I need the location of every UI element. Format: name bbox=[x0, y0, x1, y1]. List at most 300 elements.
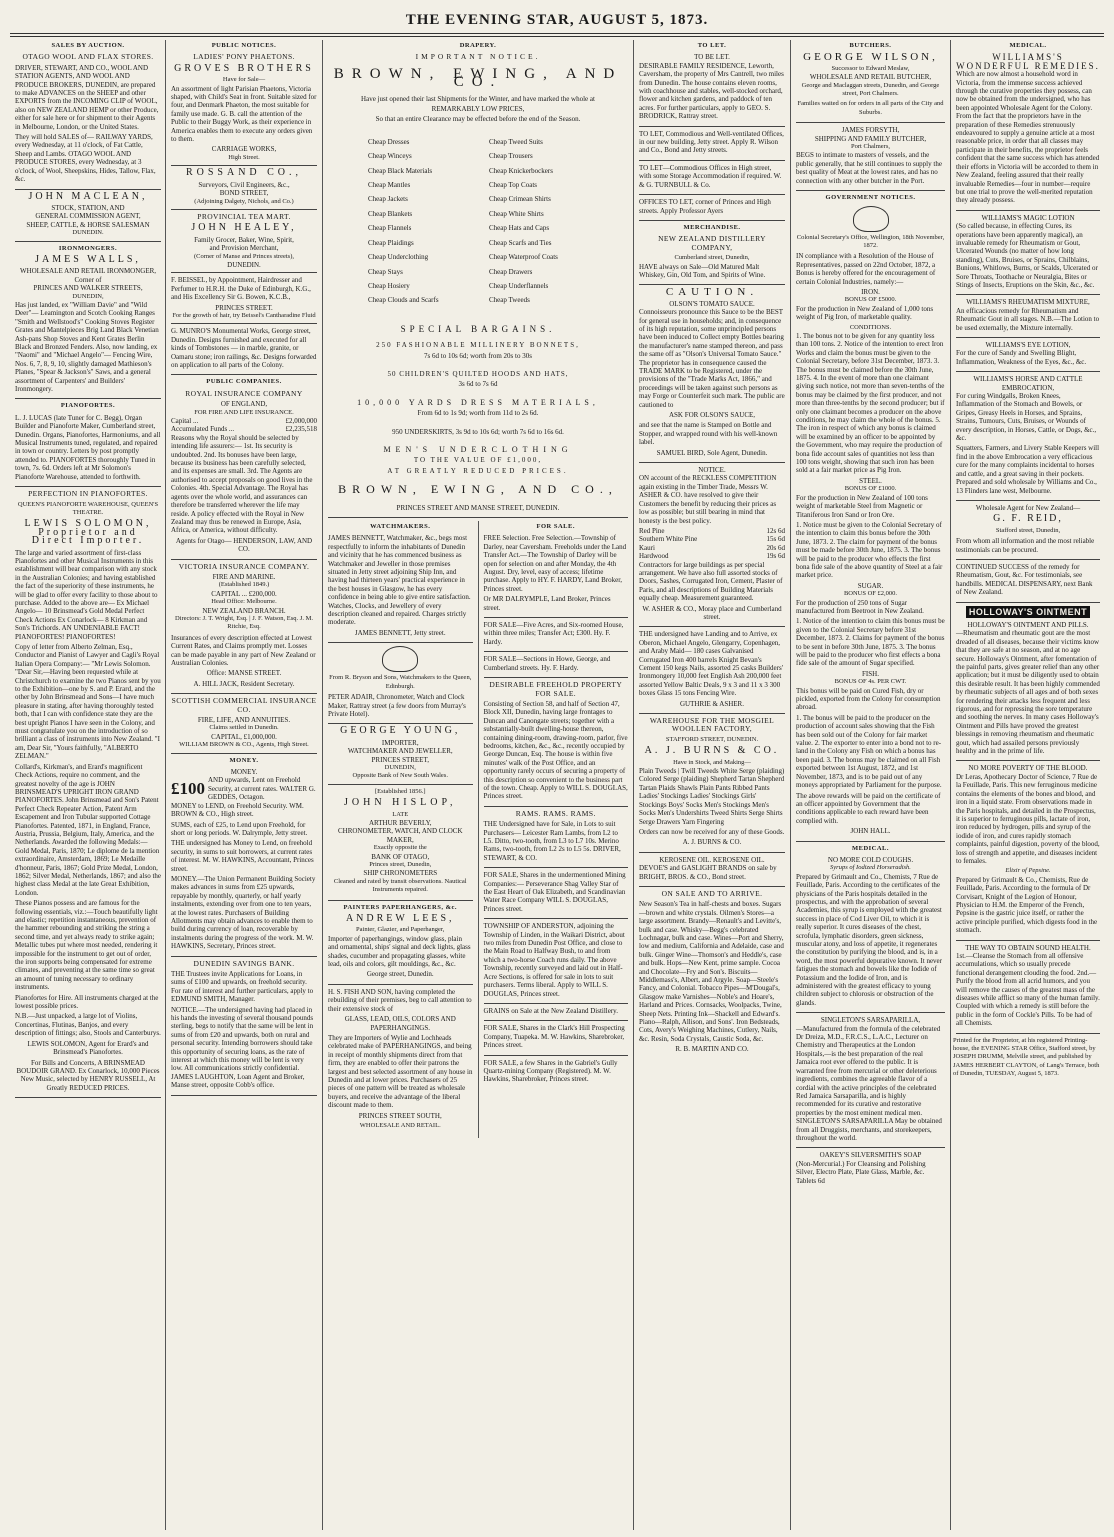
ad-name: GROVES BROTHERS bbox=[174, 62, 314, 74]
ad-body: TO LET, Commodious and Well-ventilated Offices, in our new building, Jetty street. Apply R. Wilson and Co., Bond and Jetty streets. bbox=[639, 129, 784, 155]
ad-sections bbox=[484, 655, 629, 678]
ad-title: KEROSENE OIL. KEROSENE OIL. bbox=[659, 855, 765, 864]
section-head-public-notices: PUBLIC NOTICES. bbox=[211, 42, 277, 49]
timber-row bbox=[639, 544, 785, 552]
ad-body: MONEY.—The Union Permanent Building Society makes advances in sums from £25 upwards, repayable by monthly, quarterly, or half yearly instalments, extending over from one to ten years, at the lowest rates. Purchasers of Building Allotments may obtain advances to enable them to build during currency of loan, recoverable by instalments during the progress of the work. M. W. HAWKINS, Secretary, Princes street. bbox=[171, 874, 316, 951]
ad-savings-bank bbox=[171, 960, 317, 1096]
ad-line: TO THE VALUE OF £1,000, bbox=[413, 456, 543, 465]
ad-body: AND upwards, Lent on Freehold Security, at current rates. WALTER G. GEDDES, Octagon. bbox=[208, 776, 316, 802]
cheap-item: Cheap Waterproof Coats bbox=[489, 253, 558, 262]
ad-body: For the production of 250 tons of Sugar manufactured from Beetroot in New Zealand. bbox=[796, 598, 924, 615]
ad-line: SHEEP, CATTLE, & HORSE SALESMAN bbox=[26, 220, 150, 229]
ad-body: BEGS to intimate to masters of vessels, and the public generally, that he still continues to supply the best quality of Meat at the lowest rates, and has no connection with any other butcher in the Port. bbox=[796, 151, 942, 185]
ad-line: 250 FASHIONABLE MILLINERY BONNETS, bbox=[376, 341, 580, 350]
ad-young bbox=[328, 727, 473, 784]
ad-free-selection bbox=[484, 534, 629, 618]
ad-title: NOTICE. bbox=[698, 466, 726, 475]
ad-line: (Established 1849.) bbox=[218, 581, 270, 589]
ad-desirable-freehold bbox=[484, 681, 629, 807]
ad-body: Consisting of Section 58, and half of Section 47, Block XII, Dunedin, having large frontages to Duncan and Canongate streets; together with a substantially-built dwelling-house thereon, containing dining-room, drawing-room, parlor, five bedrooms, kitchen, &c., &c., recently occupied by George Duncan, Esq. The house is within five minutes' walk of the Post Office, and an opportunity rarely occurs of securing a property of this description so convenient to the business part of the town. Cheap. Apply to WILL S. DOUGLAS, Princes street. bbox=[483, 699, 628, 801]
column-divider bbox=[165, 40, 166, 1530]
timber-name: Red Pine bbox=[639, 526, 665, 535]
cheap-item: Cheap Jackets bbox=[368, 195, 408, 204]
ad-line: WHOLESALE AND RETAIL. bbox=[359, 1121, 441, 1129]
ad-body: Contractors for large buildings as per special arrangement. We have also full assorted stocks of Doors, Sashes, Corrugated Iron, Cement, Plaster of Paris, and all descriptions of Building Materials equally cheap. Measurement guaranteed. bbox=[639, 560, 783, 603]
ad-title: FISH. bbox=[862, 669, 879, 678]
ad-line: OF ENGLAND, bbox=[220, 400, 268, 409]
ad-body: Prepared by Grimault & Co., Chemists, Rue de Feuillade, Paris. According to the formula of Dr Corvisart, Knight of the Legion of Honour, Physician to H.M. the Emperor of the French, Pepsine is the gastric juice itself, or rather the active principle purified, which digests food in the stomach. bbox=[956, 875, 1098, 935]
ad-body: 1. Notice must be given to the Colonial Secretary of the intention to claim this bonus before the 30th June, 1873. 2. The claim for payment of the bonus must be made before 30th June, 1875. 3. The bonus will be paid to the producer who effects the first bona fide sale of the above quantity of Steel at a fair market price. bbox=[796, 520, 943, 580]
ad-title: WILLIAMS'S EYE LOTION, bbox=[985, 341, 1071, 349]
special-bargains: SPECIAL BARGAINS. bbox=[400, 323, 556, 334]
ad-victoria-insurance bbox=[171, 563, 317, 695]
ad-holloway bbox=[956, 606, 1100, 762]
ad-munro bbox=[171, 327, 317, 375]
ad-line: Stafford street, Dunedin, bbox=[995, 526, 1061, 534]
ad-line: Syrups of Iodized Horseradish. bbox=[830, 864, 911, 872]
ad-line: Opposite Bank of New South Wales. bbox=[352, 772, 448, 780]
ad-body: FOR SALE—Five Acres, and Six-roomed House, within three miles; Transfer Act; £300. Hy. F. Hardy. bbox=[483, 621, 624, 646]
ad-body: From whom all information and the most reliable testimonials can be procured. bbox=[956, 537, 1095, 554]
ad-line: BANK OF OTAGO, bbox=[371, 852, 430, 861]
ad-title: SCOTTISH COMMERCIAL INSURANCE CO. bbox=[171, 696, 317, 714]
ad-body: For the cure of Sandy and Swelling Blight, Inflammation, Weakness of the Eyes, &c., &c. bbox=[956, 349, 1087, 366]
ad-signature: Agents for Otago— HENDERSON, LAW, AND CO. bbox=[175, 536, 313, 554]
ad-title: SUGAR. bbox=[857, 581, 884, 590]
ad-line: BONUS OF £5000. bbox=[844, 296, 897, 304]
ad-title: NO MORE COLD COUGHS. bbox=[827, 855, 914, 864]
ad-body: THE undersigned have Landing and to Arrive, ex Oberon, Michael Angelo, Glengarry, Copenhagen, and Araby Maid— 180 cases Galvanised Corrugated Iron 400 barrels Knight Bevan's Cement 150 kegs Nails, assorted 25 casks Builders' Ironmongery 10,000 feet English Ash 200,000 feet assorted Yellow Baltic Deals, 9 x 3 and 11 x 3 300 boxes Glass 15 tons Fencing Wire. bbox=[639, 630, 783, 698]
ad-line: QUEEN'S PIANOFORTE WAREHOUSE, QUEEN'S THEATRE. bbox=[17, 500, 159, 516]
ad-olsons-sauce bbox=[639, 288, 785, 463]
column-divider bbox=[950, 40, 951, 1530]
ad-otago-wool bbox=[15, 53, 161, 189]
ad-james-walls bbox=[15, 253, 161, 400]
ad-line: Head Office: Melbourne. bbox=[211, 598, 277, 606]
ad-body: FOR SALE, Shares in the undermentioned Mining Companies:— Perseverance Shag Valley Star of the East Heart of Oak Elizabeth, and Scandinavian Water Race Company WILL S. DOUGLAS, Princes street. bbox=[483, 871, 626, 913]
ad-healey bbox=[171, 213, 317, 273]
ad-eye-lotion bbox=[956, 341, 1100, 372]
cheap-item: Cheap Underclothing bbox=[368, 253, 429, 262]
column-divider bbox=[322, 40, 323, 1530]
ad-scottish-insurance bbox=[171, 697, 317, 753]
ad-line: STAFFORD STREET, DUNEDIN. bbox=[665, 735, 759, 743]
ad-body: For the production in New Zealand of 1,000 tons weight of Pig Iron, of marketable quality. bbox=[796, 304, 934, 322]
ad-body: NOTICE.—The undersigned having had placed in his hands the investing of several thousand pounds sterling, begs to notify that the same will be lent in sums of from £20 and upwards, both on rural and personal security. Intending borrowers should take this opportunity of securing loans, as the rate of interest at which this money will be lent is very low. All communications strictly confidential. JAMES LAUGHTON, Loan Agent and Broker, Manse street, opposite Cobb's office. bbox=[171, 1005, 314, 1090]
money-amount: £100 bbox=[171, 778, 205, 798]
cheap-list-left bbox=[368, 138, 467, 311]
ad-body: For curing Windgalls, Broken Knees, Inflammation of the Stomach and Bowels, or Gripes, Greasy Heels in Horses, and Sprains, Strains, Tumours, Cuts, Bruises, or Wounds of every description, in Horses, Cattle, or Dogs, &c., &c. bbox=[956, 392, 1097, 443]
cheap-item: Cheap Knickerbockers bbox=[489, 166, 553, 175]
funds-value: £2,235,518 bbox=[285, 425, 317, 434]
ad-body: FOR SALE, a few Shares in the Gabriel's Gully Quartz-mining Company (Registered). M. W. Hawkins, Sharebroker, Princes street. bbox=[483, 1058, 618, 1084]
ad-body: For the production in New Zealand of 100 tons weight of marketable Steel from Magnetic or Titaniferous Iron Sand or Iron Ore. bbox=[796, 493, 928, 519]
cheap-item: Cheap Flannels bbox=[368, 224, 412, 233]
ad-oakey bbox=[796, 1151, 945, 1190]
ad-mosgiel bbox=[639, 717, 785, 853]
ad-body: CONTINUED SUCCESS of the remedy for Rheumatism, Gout, &c. For testimonials, see handbills. MEDICAL DISPENSARY, next Bank of New Zealand. bbox=[956, 562, 1093, 597]
ad-body: Connoisseurs pronounce this Sauce to be the BEST for general use in households; and, in consequence of its high reputation, some unprincipled persons have been induced to Collect empty Bottles bearing the manufacturer's name stamped thereon, and pass the same off as "Olson's Universal Tomato Sauce." The proprietor has in consequence caused the TRADE MARK to be Registered, under the provisions of the "Trade Marks Act, 1866," and proceedings will be taken against such persons as may Forge or Counterfeit such mark. The public are cautioned to bbox=[639, 308, 785, 409]
ad-body: OFFICES TO LET, corner of Princes and High streets. Apply Professor Ayers bbox=[639, 198, 771, 215]
ad-signature: JOHN HALL. bbox=[850, 827, 891, 836]
column-4 bbox=[636, 40, 788, 1530]
funds-row bbox=[171, 425, 317, 433]
ad-gabriels-gully bbox=[484, 1059, 629, 1089]
ad-line: For the growth of hair, try Beissel's Cantharadine Fluid bbox=[172, 311, 316, 319]
ad-body: So that an entire Clearance may be effected before the end of the Season. bbox=[375, 115, 581, 124]
ad-body: Squatters, Farmers, and Livery Stable Keepers will find in the above Embrocation a very efficacious cure for the many complaints incidental to horses and cattle, and a great saving in their pockets. Prepared and sold wholesale by Williams and Co., 13 Flinders lane west, Melbourne. bbox=[956, 444, 1100, 495]
ad-body: Families waited on for orders in all parts of the City and Suburbs. bbox=[797, 100, 944, 116]
ad-body: George and Maclaggan streets, Dunedin, and George street, Port Chalmers. bbox=[801, 81, 940, 98]
ad-body: This bonus will be paid on Cured Fish, dry or pickled, exported from the Colony for consumption abroad. bbox=[796, 686, 941, 712]
cheap-item: Cheap Stays bbox=[368, 267, 403, 276]
ad-body: HAVE always on Sale—Old Matured Malt Whiskey, Gin, Old Tom, and Spirits of Wine. bbox=[639, 262, 766, 279]
cheap-item: Cheap Underflannels bbox=[489, 281, 549, 290]
ad-title: PERFECTION IN PIANOFORTES. bbox=[28, 489, 148, 499]
brand-name: BROWN, EWING, AND CO. bbox=[333, 65, 623, 91]
ad-body: IN compliance with a Resolution of the House of Representatives, passed on 22nd October, 1872, a Bonus is hereby offered for the encouragement of certain Colonial Industries, namely:— bbox=[796, 252, 936, 286]
ad-body: These Pianos possess and are famous for the following essentials, viz.:—Touch beautifully light and elastic; repetition instantaneous, prevention of the hammer rebounding and striking the string a second time, and yet always ready to strike again; Metallic tubes put where most needed, rendering it impossible for the instrument to get out of order, the iron supports being compensated for extreme climates, and preventing at the same time so great an amount of tuning necessary to ordinary instruments. bbox=[15, 899, 158, 992]
capital-label: Capital ... bbox=[171, 417, 199, 426]
ad-line: CHRONOMETER, WATCH, AND CLOCK MAKER, bbox=[337, 827, 463, 844]
cheap-item: Cheap Scarfs and Ties bbox=[489, 238, 552, 247]
ad-line: REMARKABLY LOW PRICES, bbox=[431, 105, 525, 114]
ad-line: MEN'S UNDERCLOTHING bbox=[383, 444, 573, 454]
timber-price: 19s 6d bbox=[766, 552, 785, 561]
masthead-rule bbox=[10, 33, 1104, 34]
ad-body: JAMES BENNETT, Watchmaker, &c., begs most respectfully to inform the inhabitants of Dunedin and vicinity that he has commenced business as Watchmaker and Jeweller in those premises situated in Jetty street adjoining Ship Inn, and having had thirteen years' practical experience in the best houses in Glasgow, he has every confidence in being able to give entire satisfaction. Watches, Clocks, and Jewellery of every description cleaned and repaired. Charges strictly moderate. bbox=[328, 534, 471, 627]
ad-body: L. J. LUCAS (late Tuner for C. Begg), Organ Builder and Pianoforte Maker, Cumberland street, Dunedin. Organs, Pianofortes, Harmoniums, and all Musical Instruments tuned, regulated, and repaired in town or country. Letters by post promptly attended to. PIANOFORTES thoroughly Tuned in town, 7s. 6d. Orders left at Mr Solomon's Pianoforte Warehouse, attended to forthwith. bbox=[15, 413, 161, 481]
holloway-banner: HOLLOWAY'S OINTMENT bbox=[966, 606, 1090, 618]
ad-lucas bbox=[15, 414, 161, 487]
ad-signature: A. J. BURNS & CO. bbox=[682, 838, 742, 847]
ad-body: DRIVER, STEWART, AND CO., WOOL AND STATION AGENTS, AND WOOL AND PRODUCE BROKERS, DUNEDIN, are prepared to make ADVANCES on the SHEEP and other EXPORTS from the INCOMING CLIP of WOOL, also on NEW ZEALAND HEMP or other Produce, either for sale here or for shipment to their Agents in Melbourne, London, or the United States. bbox=[15, 63, 159, 131]
ad-body: Pianofortes for Hire. All instruments charged at the lowest possible prices. bbox=[15, 993, 159, 1011]
ad-body: They will hold SALES of— RAILWAY YARDS, every Wednesday, at 11 o'clock, of Fat Cattle, Sheep and Lambs. OTAGO WOOL AND PRODUCE STORES, every Wednesday, at 3 o'clock, of Wool, Sheepskins, Hides, Tallow, Flax, &c. bbox=[15, 133, 156, 184]
for-sale-column bbox=[479, 521, 632, 1138]
ad-line: FIRE AND MARINE. bbox=[212, 572, 276, 581]
newspaper-title: THE EVENING STAR, AUGUST 5, 1873. bbox=[405, 12, 709, 28]
watchmakers-column bbox=[325, 521, 479, 1138]
ad-line: WATCHMAKER AND JEWELLER, bbox=[347, 747, 453, 756]
ad-title: WILLIAMS'S WONDERFUL REMEDIES. bbox=[956, 52, 1100, 71]
cheap-item: Cheap Drawers bbox=[489, 267, 533, 276]
lower-section bbox=[325, 521, 631, 1138]
ad-body: Cleaned and rated by transit observations. Nautical Instruments repaired. bbox=[333, 877, 467, 894]
cheap-item: Cheap White Shirts bbox=[489, 209, 544, 218]
funds-label: Accumulated Funds ... bbox=[171, 425, 235, 434]
ad-line: FOR FIRE AND LIFE INSURANCE. bbox=[194, 408, 294, 416]
ad-rossand bbox=[171, 169, 317, 210]
ad-body: Insurances of every description effected at Lowest Current Rates, and Claims promptly met. Losses can be made payable in any part of New Zealand or Australian Colonies. bbox=[171, 633, 316, 667]
cheap-item: Cheap Tweeds bbox=[489, 296, 530, 305]
ad-money bbox=[171, 768, 317, 957]
ad-signature: JAMES BENNETT, Jetty street. bbox=[354, 628, 446, 637]
ad-line: GENERAL COMMISSION AGENT, bbox=[35, 212, 141, 221]
timber-row bbox=[639, 535, 785, 543]
ad-line: Wholesale Agent for New Zealand— bbox=[975, 503, 1081, 512]
ad-horseradish bbox=[796, 856, 945, 1013]
ad-body: —Rheumatism and rheumatic gout are the most dreaded of all diseases, because their victims know that they are safe at no season, and at no age secure. Holloway's Ointment, after fomentation of the painful parts, gives greater relief than any other application; but it must be diligently used to obtain this desirable result. It has been highly commended by rheumatic subjects of all ages and of both sexes for rendering their attacks less frequent and less rigorous, and for repressing the sore temperature and soothing the nerves. In many cases Holloway's Ointment and Pills have proved the greatest blessings in removing rheumatism and rheumatic gout, which had assailed persons previously healthy and in the prime of life. bbox=[956, 629, 1100, 756]
ad-body: N.B.—Just unpacked, a large lot of Violins, Concertinas, Flutinas, Banjos, and every description of fittings; also, Stools and Canterburys. bbox=[15, 1012, 161, 1038]
ad-line: Claims settled in Dunedin. bbox=[209, 724, 279, 732]
ad-offices-wilson bbox=[639, 130, 785, 161]
ad-line: and Provision Merchant, bbox=[209, 244, 279, 253]
ad-body: New Season's Tea in half-chests and boxes. Sugars—brown and white crystals. Oilmen's Stores—a large assortment. Brandy—Renault's and Levitte's, bulk and case. Whisky—Begg's celebrated Lochnagar, bulk and case. Wines—Port and Sherry, low and medium, California and Adelaide, case and bulk. Ginger Wine—Thomson's and Heddle's, case and bulk. Hops—New Kent, prime sample. Cocoa and Chocolate—Fry and Son's. Biscuits—Middlemass's, Albert, and Argyle. Soap—Steele's Fancy, and Colonial. Tobacco Pipes—M'Dougal's, Glasgow make Varnishes—Noble's and Hoare's, Harland and Prices. Cornsacks, Woolpacks, Twine, Sheep Nets. Printing Ink—Shackell and Edward's. Piano—Ralph, Allison, and Sons'. Iron Bedsteads, Cots, Avery's Weighing Machines, Cutlery, Nails, &c. Resin, Soda Crystals, Caustic Soda, &c. bbox=[639, 900, 784, 1043]
ad-martin bbox=[639, 890, 785, 1059]
ad-line: CONDITIONS. bbox=[849, 323, 892, 331]
section-head-pianofortes: PIANOFORTES. bbox=[60, 402, 116, 410]
ad-title: WILLIAMS'S MAGIC LOTION bbox=[981, 213, 1075, 222]
ad-title: SINGLETON'S SARSAPARILLA, bbox=[820, 1016, 921, 1025]
ad-body: FOR SALE, Shares in the Clark's Hill Prospecting Company, Tuapeka. M. W. Hawkins, Sharebroker, Princes street. bbox=[483, 1024, 625, 1050]
ad-body: The large and varied assortment of first-class Pianofortes and other Musical Instruments in this establishment will bear comparison with any stock in the Australian Colonies; and having established the fact of the superiority of these instruments, he will be glad to offer every facility to those about to purchase. Added to the above are— Ex Michael Angelo— 10 Brinsmead's Gold Medal Perfect Check Actions Ex Conarlock— 8 Kirkman and Son's Trichords. AN UNDENIABLE FACT! PIANOFORTES! PIANOFORTES! bbox=[15, 548, 158, 641]
ad-sarsaparilla bbox=[796, 1016, 945, 1148]
ad-body: F. BEISSEL, by Appointment, Hairdresser and Perfumer to H.R.H. the Duke of Edinburgh, K.G., and His Excellency Sir G. Bowen, K.C.B., bbox=[171, 276, 311, 302]
ad-rheumatism-mixture bbox=[956, 298, 1100, 338]
ad-title: PROVINCIAL TEA MART. bbox=[197, 211, 291, 221]
ad-body: Has just landed, ex "William Davie" and "Wild Deer"— Leamington and Scotch Cooking Ranges "Smith and Wellstood's" Cooking Stoves Register Grates and Mantelpieces Brig Land Black Venetian Ash-pans Shop Stoves and Kent Grates Berlin Black and Bronzed Fenders. Also, now landing, ex "Naomi" and "Michael Angelo"— Fencing Wire, Nos. 6, 7, 8, 9, 10, slightly damaged Mathieson's Planes, "Spear & Jackson's" Saws, and a general assortment of Carpenters' and Builders' Ironmongery. bbox=[15, 300, 159, 394]
ad-magic-lotion bbox=[956, 214, 1100, 296]
timber-price: 20s 6d bbox=[766, 543, 785, 552]
ad-fish-son bbox=[328, 988, 473, 1136]
ad-line: AT GREATLY REDUCED PRICES. bbox=[387, 466, 569, 475]
ad-name: ANDREW LEES, bbox=[345, 913, 455, 925]
ad-line: PRINCES STREET. bbox=[215, 303, 273, 312]
timber-price: 12s 6d bbox=[766, 526, 785, 535]
ad-line: Family Grocer, Baker, Wine, Spirit, bbox=[194, 235, 294, 244]
ad-offices-turnbull bbox=[639, 164, 785, 195]
ad-body: They are Importers of Wylie and Lochheads celebrated make of PAPERHANGINGS, and being in receipt of monthly shipments direct from that firm, they are enabled to offer their patrons the largest and best selected assortment of any house in Dunedin and at lower prices. Purchasers of 25 pieces of one pattern will be treated as wholesale buyers, and receive the advantage of the liberal discount made to them. bbox=[328, 1033, 473, 1110]
section-head-medical-2: MEDICAL. bbox=[1009, 42, 1047, 49]
imprint-text: Printed for the Proprietor, at his registered Printing-house, the EVENING STAR Office, Stafford street, by JOSEPH DRUMM, Melville street, and published by JAMES HERBERT CLAYTON, of Lang's Terrace, both of Dunedin, TUESDAY, August 5, 1873. bbox=[953, 1036, 1100, 1078]
ad-line: CAPITAL, £1,000,000. bbox=[211, 732, 277, 741]
ad-line: DUNEDIN. bbox=[72, 229, 104, 237]
ad-grains bbox=[484, 1007, 629, 1021]
ad-body: DESIRABLE FAMILY RESIDENCE, Leworth, Caversham, the property of Mrs Cantrell, two miles from Dunedin. The house contains eleven rooms, with coachhouse and stables, well-stocked orchard, flower and kitchen gardens, and paddock of ten acres. For further particulars, apply to GEO. S. BRODRICK, Rattray street. bbox=[639, 61, 784, 121]
ad-line: From 6d to 1s 9d; worth from 11d to 2s 6d. bbox=[417, 409, 539, 418]
ad-title: OAKEY'S SILVERSMITH'S SOAP bbox=[819, 1151, 922, 1160]
section-head-for-sale: FOR SALE. bbox=[536, 523, 575, 530]
ad-title: TO BE LET. bbox=[694, 53, 730, 62]
ad-line: Port Chalmers, bbox=[851, 143, 890, 151]
ad-line: Exactly opposite the bbox=[373, 844, 427, 852]
ad-line: (Adjoining Dalgety, Nichols, and Co.) bbox=[194, 197, 294, 205]
ad-guthrie-asher bbox=[639, 630, 785, 714]
ad-line: SHIPPING AND FAMILY BUTCHER, bbox=[814, 134, 927, 143]
section-head-money: MONEY. bbox=[229, 756, 259, 764]
section-head-auction: SALES BY AUCTION. bbox=[51, 42, 125, 49]
ad-signature: A. HILL JACK, Resident Secretary. bbox=[193, 679, 295, 688]
ad-line: DUNEDIN, bbox=[384, 763, 416, 771]
section-head-butchers: BUTCHERS. bbox=[849, 42, 892, 49]
section-head-drapery: DRAPERY. bbox=[459, 42, 497, 49]
timber-row bbox=[639, 552, 785, 560]
ad-lees bbox=[328, 915, 473, 985]
ad-bonus-notice bbox=[796, 206, 945, 842]
ad-line: WHOLESALE AND RETAIL IRONMONGER, bbox=[19, 267, 157, 276]
ad-line: Corner of bbox=[74, 275, 102, 284]
section-head-medical: MEDICAL. bbox=[851, 844, 890, 852]
ad-name: JOHN MACLEAN, bbox=[28, 190, 148, 202]
column-2 bbox=[168, 40, 320, 1530]
ad-line: ARTHUR BEVERLY, bbox=[368, 818, 432, 827]
ad-body: —Manufactured from the formula of the celebrated Dr Dreiza, M.D., F.R.C.S., L.A.C., Lecturer on Chemistry and Therapeutics at the London Hospitals,—is the best preparation of the real Jamaica root ever offered to the public. It is warranted free from mercurial or other deleterious ingredients, combines the agreeable flavor of a cordial with the active principles of the celebrated Red Jamaica Sarsaparilla, and is highly recommended for its curative and restorative properties by the most eminent medical men. SINGLETON'S SARSAPARILLA May be obtained from all Druggists, merchants, and storekeepers, throughout the world. bbox=[796, 1024, 942, 1142]
ad-to-be-let bbox=[639, 53, 785, 126]
timber-name: Kauri bbox=[639, 543, 655, 552]
ad-adair bbox=[328, 646, 473, 724]
ad-body: G. MUNRO'S Monumental Works, George street, Dunedin. Designs furnished and executed for all kinds of Tombstones — in marble, granite, or Oamaru stone; iron railings, &c. Designs forwarded on application to all parts of the Colony. bbox=[171, 327, 317, 369]
ad-body: Or MR DALRYMPLE, Land Broker, Princes street. bbox=[483, 595, 611, 612]
ad-body: THE Trustees invite Applications for Loans, in sums of £100 and upwards, on freehold security. For rate of interest and further particulars, apply to EDMUND SMITH, Manager. bbox=[171, 970, 314, 1004]
ad-line: PRINCES STREET SOUTH, bbox=[358, 1111, 442, 1120]
ad-offices-ayers bbox=[639, 198, 785, 221]
ad-line: STOCK, STATION, AND bbox=[51, 203, 125, 212]
ad-rams bbox=[484, 810, 629, 868]
ad-body: THE undersigned has Money to Lend, on freehold security, in sums to suit borrowers, at current rates of interest. M. W. HAWKINS, Accountant, Princes street. bbox=[171, 839, 314, 873]
ad-line: PRINCES STREET, bbox=[371, 755, 429, 764]
ad-body: Dr Leras, Apothecary Doctor of Science, 7 Rue de la Feuillade, Paris. This new ferruginous medicine contains the elements of the bones and blood, and iron in a liquid state. From observations made in the Paris hospitals, and detailed in the Prospectus, it is superior to ferruginous pills, lactate of iron, iron reduced by hydrogen, pills and syrup of the iodide of iron, and cures rapidly stomach complaints, painful digestion, poverty of the blood, loss of strength and appetite, and diseases incident to females. bbox=[956, 772, 1100, 865]
ad-body: (So called because, in effecting Cures, its operations have been apparently magical), an invaluable remedy for Rheumatism or Gout, Ulcerated Wounds (no matter of how long standing), Cuts, Bruises, or Sprains, Chilblains, Bunions, Whitlows, Burns, or Scalds, Ulcerated or Sore Throats, Toothache or Neuralgia, Bites or Stings of Insects, Eruptions on the Skin, &c., &c. bbox=[956, 222, 1098, 289]
brand-name: BROWN, EWING, AND CO., bbox=[338, 482, 618, 497]
ad-body: FOR SALE—Sections in Howe, George, and Cumberland streets. Hy. F. Hardy. bbox=[483, 655, 611, 672]
capital-row bbox=[171, 417, 317, 425]
column-6 bbox=[953, 40, 1103, 1530]
ad-title: NEW ZEALAND DISTILLERY COMPANY, bbox=[658, 234, 766, 252]
ad-body: Plain Tweeds | Twill Tweeds White Serge (plaiding) Colored Serge (plaiding) Shepherd Tartan Shepherd Tartan Plaids Shawls Plain Pants Ribbed Pants Ladies' Stockings Ladies' Stockings Girls' Stockings Boys' Socks Men's Stockings Men's Socks Men's Undershirts Tweed Shirts Serge Shirts Serge Drawers Yarn Fingering bbox=[639, 767, 785, 826]
ad-body: FREE Selection. Free Selection.—Township of Darley, near Caversham. Freeholds under the Land Transfer Act.—The Township of Darley will be open for selection on and after Monday, the 4th August. Dry, level, easy of access; lifetime purchase. Apply to HY. F. HARDY, Land Broker, Princes street. bbox=[483, 534, 627, 593]
ad-poverty-blood bbox=[956, 764, 1100, 940]
ad-line: CAPITAL ... £200,000. bbox=[211, 589, 277, 598]
ad-line: 3s 6d to 7s 6d bbox=[458, 380, 498, 389]
ad-line: Cumberland street, Dunedin, bbox=[674, 254, 750, 262]
timber-name: Hardwood bbox=[639, 552, 669, 561]
cheap-item: Cheap Tweed Suits bbox=[489, 137, 543, 146]
ad-line: GLASS, LEAD, OILS, COLORS AND PAPERHANGINGS. bbox=[344, 1015, 456, 1032]
ad-line: Painter, Glazier, and Paperhanger, bbox=[356, 926, 445, 934]
ad-signature: SAMUEL BIRD, Sole Agent, Dunedin. bbox=[656, 448, 768, 457]
ad-line: (Corner of Manse and Princes streets), bbox=[194, 252, 294, 260]
ad-line: 7s 6d to 10s 6d; worth from 20s to 30s bbox=[424, 351, 532, 360]
ad-name: JAMES WALLS, bbox=[35, 253, 141, 265]
ad-title: HOLLOWAY'S OINTMENT AND PILLS. bbox=[967, 620, 1089, 629]
ad-body: GRAINS on Sale at the New Zealand Distillery. bbox=[483, 1006, 618, 1015]
ad-title: WILLIAMS'S RHEUMATISM MIXTURE, bbox=[966, 298, 1090, 307]
ad-title: IRON. bbox=[861, 287, 880, 296]
cheap-item: Cheap Hats and Caps bbox=[489, 224, 550, 233]
ad-line: 10,000 YARDS DRESS MATERIALS, bbox=[357, 397, 599, 407]
ad-body: H. S. FISH AND SON, having completed the rebuilding of their premises, beg to call attention to their extensive stock of bbox=[328, 987, 472, 1013]
ad-sound-health bbox=[956, 944, 1100, 1034]
cheap-item: Cheap Crimean Shirts bbox=[489, 195, 551, 204]
ad-line: [Established 1856.] bbox=[374, 787, 426, 795]
ad-title: STEEL. bbox=[859, 476, 882, 485]
column-5 bbox=[793, 40, 948, 1530]
ad-line: Elixir of Pepsine. bbox=[1005, 867, 1051, 875]
ad-body: 1. Notice of the intention to claim this bonus must be given to the Colonial Secretary before 31st December, 1873. 2. Claims for payment of the bonus to be sent in before 30th June, 1875. 3. The bonus will be paid to the producer who first effects a bona fide sale of the amount of Sugar specified. bbox=[796, 617, 945, 668]
cheap-item: Cheap Hosiery bbox=[368, 281, 410, 290]
ad-forsyth bbox=[796, 126, 945, 191]
section-head-public-companies: PUBLIC COMPANIES. bbox=[206, 378, 282, 386]
cheap-item: Cheap Blankets bbox=[368, 209, 413, 218]
ad-body: Directors: J. T. Wright, Esq. | J. F. Watson, Esq. J. M. Ritchie, Esq. bbox=[174, 614, 313, 631]
ad-title: NO MORE POVERTY OF THE BLOOD. bbox=[968, 764, 1088, 773]
section-head-painters: PAINTERS PAPERHANGERS, &c. bbox=[343, 903, 457, 911]
cheap-item: Cheap Dresses bbox=[368, 137, 410, 146]
ad-body: TO LET—Commodious Offices in High street, with some Storage Accommodation if required. W. & G. TURNBULL & Co. bbox=[639, 163, 782, 189]
ad-body: ON account of the RECKLESS COMPETITION again existing in the Timber Trade, Messrs W. ASHER & CO. have resolved to give their Customers the benefit by reducing their prices as low as possible; but still bearing in mind that honesty is the best policy. bbox=[639, 474, 777, 525]
ad-line: George street, Dunedin. bbox=[366, 970, 434, 979]
ad-body: PETER ADAIR, Chronometer, Watch and Clock Maker, Rattray street (a few doors from Murray's Private Hotel). bbox=[328, 693, 466, 718]
ad-line: BOND STREET, bbox=[219, 189, 269, 198]
cheap-item: Cheap Clouds and Scarfs bbox=[368, 296, 439, 305]
ad-name: GEORGE YOUNG, bbox=[340, 725, 461, 737]
ad-clarks-hill bbox=[484, 1024, 629, 1055]
masthead-rule-2 bbox=[10, 36, 1104, 37]
printer-imprint bbox=[953, 1037, 1103, 1079]
ad-title: ROYAL INSURANCE COMPANY bbox=[185, 388, 303, 398]
ad-line: Successor to Edward Meslaw, bbox=[831, 64, 910, 72]
ad-body: The above rewards will be paid on the certificate of an officer appointed by Government that the conditions applicable to each reward have been complied with. bbox=[796, 791, 941, 825]
ad-signature: W. ASHER & CO., Moray place and Cumberland street. bbox=[642, 604, 782, 621]
ad-body: An assortment of light Parisian Phaetons, Victoria shaped, with Child's Seat in front. Suitable sized for four, and Denmark Phaeton, the most suitable for family use made. G. B. call the attention of the Public to their Buggy Work, as their experience in America enables them to execute any orders given to them. bbox=[171, 84, 317, 144]
cheap-item: Cheap Top Coats bbox=[489, 181, 537, 190]
ad-brown-ewing bbox=[328, 53, 628, 518]
ad-line: High Street. bbox=[228, 153, 260, 161]
cheap-list bbox=[328, 138, 628, 311]
column-divider bbox=[633, 40, 634, 1530]
cheap-item: Cheap Winceys bbox=[368, 152, 412, 161]
ad-title: MONEY. bbox=[230, 768, 258, 777]
ad-signature: GUTHRIE & ASHER. bbox=[680, 699, 744, 708]
timber-row bbox=[639, 527, 785, 535]
ad-line: DUNEDIN, bbox=[72, 292, 104, 300]
ad-body: Collard's, Kirkman's, and Erard's magnificent Check Actions, require no comment, and the greatest novelty of the age is JOHN BRINSMEAD'S UPRIGHT IRON GRAND PIANOFORTES. John Brinsmead and Son's Patent Perfect Check Repeater Action, Patent Arm Escapement and Iron Tubular supported Cottage Pianofortes. Patented, 1871, in England, France, Austria, Prussia, Belgium, Italy, America, and the Netherlands. Awarded the following Medals:—Gold Medal, Paris, 1870; Le diplome de la mention extraordinaire, Amsterdam, 1869; Le Medaille d'honneur, Paris, 1867; Gold Prize Medal, London, 1862; Silver Medal, Netherlands, 1867; and also the highest class Medal at the late Great Exhibition, London. bbox=[15, 762, 161, 897]
ad-hislop bbox=[328, 788, 473, 901]
ad-asher-notice bbox=[639, 466, 785, 627]
ad-body: Have just opened their last Shipments for the Winter, and have marked the whole at bbox=[361, 94, 595, 103]
ad-title: DESIRABLE FREEHOLD PROPERTY FOR SALE. bbox=[489, 680, 623, 698]
ad-name: GEORGE WILSON, bbox=[803, 51, 938, 64]
ad-mining-shares bbox=[484, 871, 629, 919]
ad-body: 1. The bonus not to be given for any quantity less than 100 tons. 2. Notice of the intention to erect Iron Works and claim the bonus must be given to the Colonial Secretary, before 31st December, 1873. 3. The bonus must be claimed before the 30th June, 1875. 4. In the event of more than one claimant giving such notice, not more than seven-tenths of the bonus may be claimed by the first producer, and not more than three-tenths by the second producer; but if only one claimant becomes a producer on the above conditions, he may claim the whole of the bonus. 5. The iron in respect of which any bonus is claimed will be examined by an officer to be appointed by the Government, who may require the production of bona fide account sales of quantities not less than 100 tons weight, showing that such iron has been sold at a fair market price as Pig Iron. bbox=[796, 331, 945, 475]
ad-name: A. J. BURNS & CO. bbox=[644, 745, 780, 757]
column-1 bbox=[12, 40, 164, 1530]
ad-body: SUMS, each of £25, to Lend upon Freehold, for short or long periods. W. Dalrymple, Jetty street. bbox=[171, 820, 308, 837]
ad-line: FIRE, LIFE, AND ANNUITIES. bbox=[197, 716, 291, 725]
ad-line: BONUS OF £2,000. bbox=[843, 590, 898, 598]
ad-name: JOHN HISLOP, bbox=[344, 797, 457, 809]
ad-continued-success bbox=[956, 563, 1100, 603]
ad-line: BONUS OF £1000. bbox=[844, 485, 897, 493]
ad-line: From R. Bryson and Sons, Watchmakers to the Queen, Edinburgh. bbox=[329, 674, 472, 690]
ad-title: OTAGO WOOL AND FLAX STORES. bbox=[22, 52, 154, 62]
ad-title: WAREHOUSE FOR THE MOSGIEL WOOLLEN FACTORY, bbox=[649, 716, 775, 734]
royal-crest-icon bbox=[382, 646, 418, 672]
column-3 bbox=[325, 40, 631, 1530]
section-head-watchmakers: WATCHMAKERS. bbox=[370, 523, 431, 530]
ad-body: TOWNSHIP OF ANDERSTON, adjoining the Township of Linden, in the Waikari District, about two miles from Dunedin Post Office, and close to the Main Road to Halfway Bush, to and from which a two-horse Coach runs daily. The above Township, recently surveyed and laid out in Half-Acre Sections, is offered for sale in lots to suit purchasers. Terms liberal. Apply to WILL S. DOUGLAS, Princes street. bbox=[483, 922, 625, 998]
ad-reid bbox=[956, 504, 1100, 560]
ad-bennett bbox=[328, 534, 473, 643]
ad-body: Importer of paperhangings, window glass, plain and ornamental, ships' signal and deck lights, glass shades, cucumber and propagating glasses, white lead, oils and colors, gilt mouldings, &c., &c. bbox=[328, 934, 471, 969]
ad-body: Orders can now be received for any of these Goods. bbox=[639, 827, 785, 836]
ad-title: DUNEDIN SAVINGS BANK. bbox=[193, 958, 295, 968]
ad-line: 950 UNDERSKIRTS, 3s 9d to 10s 6d; worth 7s 6d to 16s 6d. bbox=[392, 427, 564, 436]
ad-groves bbox=[171, 53, 317, 166]
ad-line: CARRIAGE WORKS, bbox=[211, 145, 277, 154]
ad-line: Have in Stock, and Making— bbox=[673, 758, 751, 766]
